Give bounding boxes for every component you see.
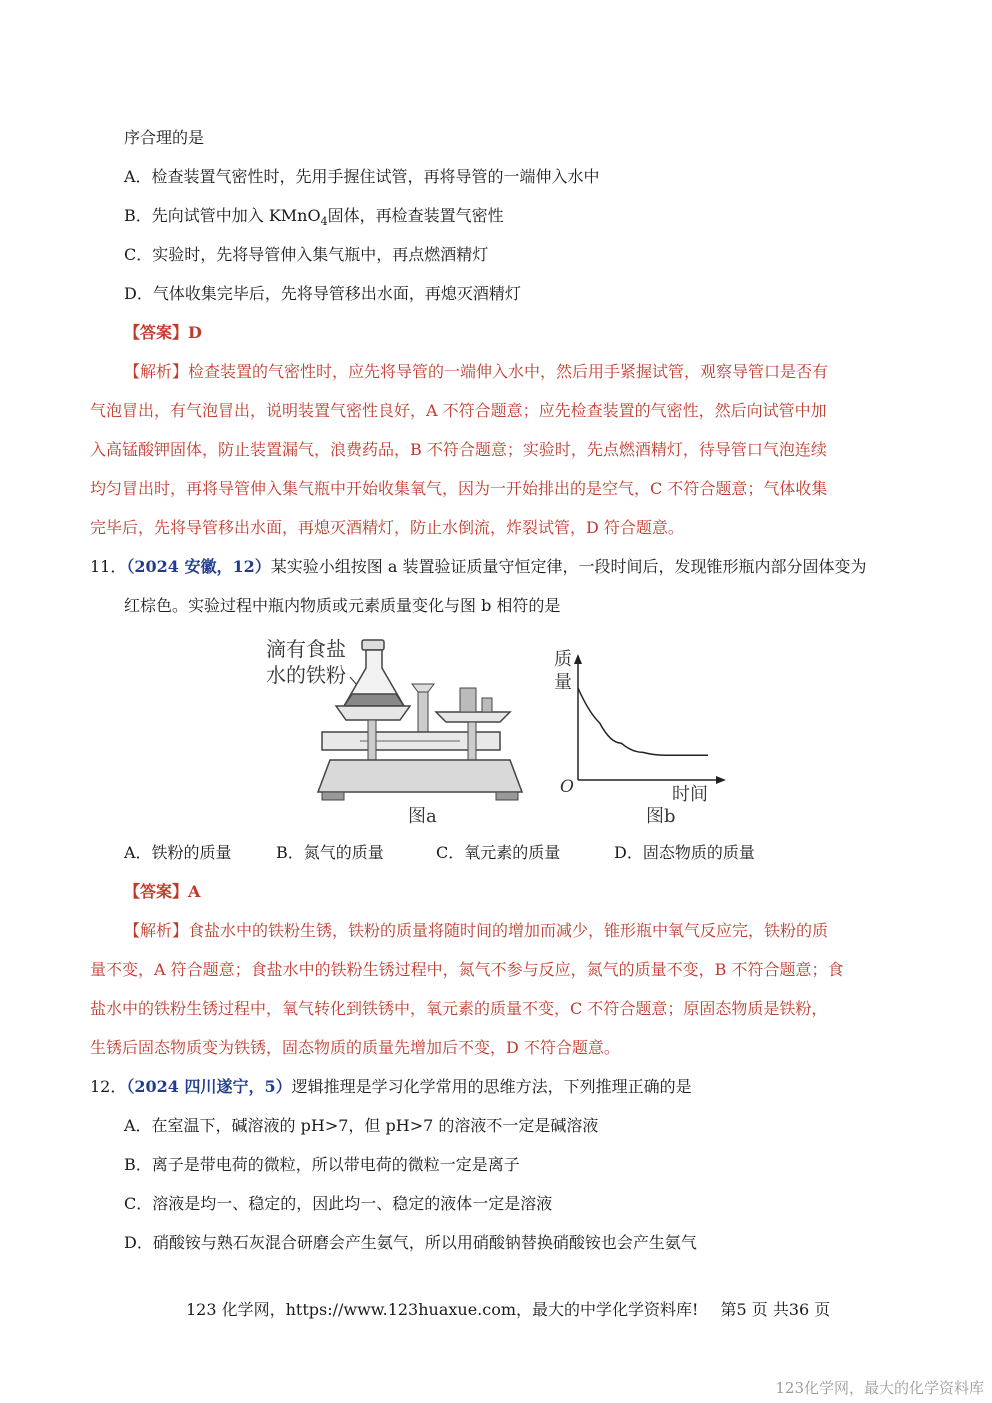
q10-option-b: B．先向试管中加入 KMnO$_4$固体，再检查装置气密性 xyxy=(124,206,504,228)
left-support xyxy=(368,720,376,760)
q11-analysis-line: 盐水中的铁粉生锈过程中，氧气转化到铁锈中，氧元素的质量不变，C 不符合题意；原固态物质是铁粉， xyxy=(90,999,828,1018)
q12-option-c: C．溶液是均一、稳定的，因此均一、稳定的液体一定是溶液 xyxy=(124,1194,553,1213)
q10-option-d: D．气体收集完毕后，先将导管移出水面，再熄灭酒精灯 xyxy=(124,284,521,303)
q11-stem-line2: 红棕色。实验过程中瓶内物质或元素质量变化与图 b 相符的是 xyxy=(124,596,561,615)
q11-stem-line1: 11．（2024 安徽，12）某实验小组按图 a 装置验证质量守恒定律，一段时间后，发现锥形瓶内部分固体变为 xyxy=(90,557,867,576)
fig-a-caption: 图a xyxy=(408,806,437,827)
conical-flask xyxy=(344,640,404,706)
mass-curve xyxy=(578,688,708,755)
q12-option-a: A．在室温下，碱溶液的 pH>7，但 pH>7 的溶液不一定是碱溶液 xyxy=(124,1116,599,1135)
q10-option-a: A．检查装置气密性时，先用手握住试管，再将导管的一端伸入水中 xyxy=(124,167,600,186)
q11-analysis-line: 量不变，A 符合题意；食盐水中的铁粉生锈过程中，氮气不参与反应，氮气的质量不变，B 不符合题意；食 xyxy=(90,960,844,979)
q12-option-d: D．硝酸铵与熟石灰混合研磨会产生氨气，所以用硝酸钠替换硝酸铵也会产生氨气 xyxy=(124,1233,697,1252)
balance-base xyxy=(318,760,522,792)
right-support xyxy=(468,722,476,760)
q11-option-b: B．氮气的质量 xyxy=(276,843,384,862)
q12-source: （2024 四川遂宁，5） xyxy=(126,1077,292,1096)
q11-analysis-line: 生锈后固态物质变为铁锈，固态物质的质量先增加后不变，D 不符合题意。 xyxy=(90,1038,620,1057)
x-axis-label: 时间 xyxy=(672,784,708,805)
page-footer xyxy=(186,1300,830,1320)
origin-label: O xyxy=(560,777,574,797)
q10-analysis-line: 【解析】检查装置的气密性时，应先将导管的一端伸入水中，然后用手紧握试管，观察导管口是否有 xyxy=(124,362,829,381)
q11-option-c: C．氧元素的质量 xyxy=(436,843,561,862)
balance-pointer xyxy=(412,684,434,692)
q10-option-c: C．实验时，先将导管伸入集气瓶中，再点燃酒精灯 xyxy=(124,245,489,264)
fig-a-label-1: 滴有食盐 xyxy=(266,637,346,661)
q12-option-b: B．离子是带电荷的微粒，所以带电荷的微粒一定是离子 xyxy=(124,1155,520,1174)
left-pan xyxy=(336,706,410,720)
q10-answer: 【答案】D xyxy=(124,323,202,342)
footer-page-number: 第5 页 共36 页 xyxy=(720,1300,831,1319)
q11-option-d: D．固态物质的质量 xyxy=(614,843,755,862)
q12-stem: 12．（2024 四川遂宁，5）逻辑推理是学习化学常用的思维方法，下列推理正确的是 xyxy=(90,1077,692,1096)
weight-small xyxy=(482,698,492,712)
base-foot-right xyxy=(496,792,518,800)
q10-stem-tail: 序合理的是 xyxy=(124,128,205,147)
q12-number: 12． xyxy=(90,1077,127,1096)
y-axis-label-1: 质 xyxy=(554,649,572,670)
fig-a-label-2: 水的铁粉 xyxy=(266,663,346,687)
q11-source: （2024 安徽，12） xyxy=(126,557,271,576)
weight-large xyxy=(460,688,476,712)
right-pan xyxy=(436,712,510,722)
x-axis-arrow xyxy=(716,776,726,784)
footer-site-text: 123 化学网，https://www.123huaxue.com，最大的中学化学资料库! xyxy=(186,1300,699,1319)
base-foot-left xyxy=(322,792,344,800)
fig-b-caption: 图b xyxy=(646,806,676,827)
y-axis-label-2: 量 xyxy=(554,672,572,693)
y-axis-arrow xyxy=(574,654,582,664)
q10-analysis-line: 均匀冒出时，再将导管伸入集气瓶中开始收集氧气，因为一开始排出的是空气，C 不符合题意；气体收集 xyxy=(90,479,828,498)
q10-analysis-line: 完毕后，先将导管移出水面，再熄灭酒精灯，防止水倒流，炸裂试管，D 符合题意。 xyxy=(90,518,684,537)
figure-a-balance xyxy=(260,632,530,832)
q11-analysis-line: 【解析】食盐水中的铁粉生锈，铁粉的质量将随时间的增加而减少，锥形瓶中氧气反应完，铁粉的质 xyxy=(124,921,829,940)
balance-post xyxy=(418,692,428,732)
figure-b-chart xyxy=(550,640,740,830)
q11-answer: 【答案】A xyxy=(124,882,201,901)
watermark: 123化学网，最大的化学资料库 xyxy=(775,1379,984,1397)
q11-number: 11． xyxy=(90,557,127,576)
q11-option-a: A．铁粉的质量 xyxy=(124,843,232,862)
q10-analysis-line: 入高锰酸钾固体，防止装置漏气，浪费药品，B 不符合题意；实验时，先点燃酒精灯，待导管口气泡连续 xyxy=(90,440,827,459)
q10-analysis-line: 气泡冒出，有气泡冒出，说明装置气密性良好，A 不符合题意；应先检查装置的气密性，然后向试管中加 xyxy=(90,401,827,420)
